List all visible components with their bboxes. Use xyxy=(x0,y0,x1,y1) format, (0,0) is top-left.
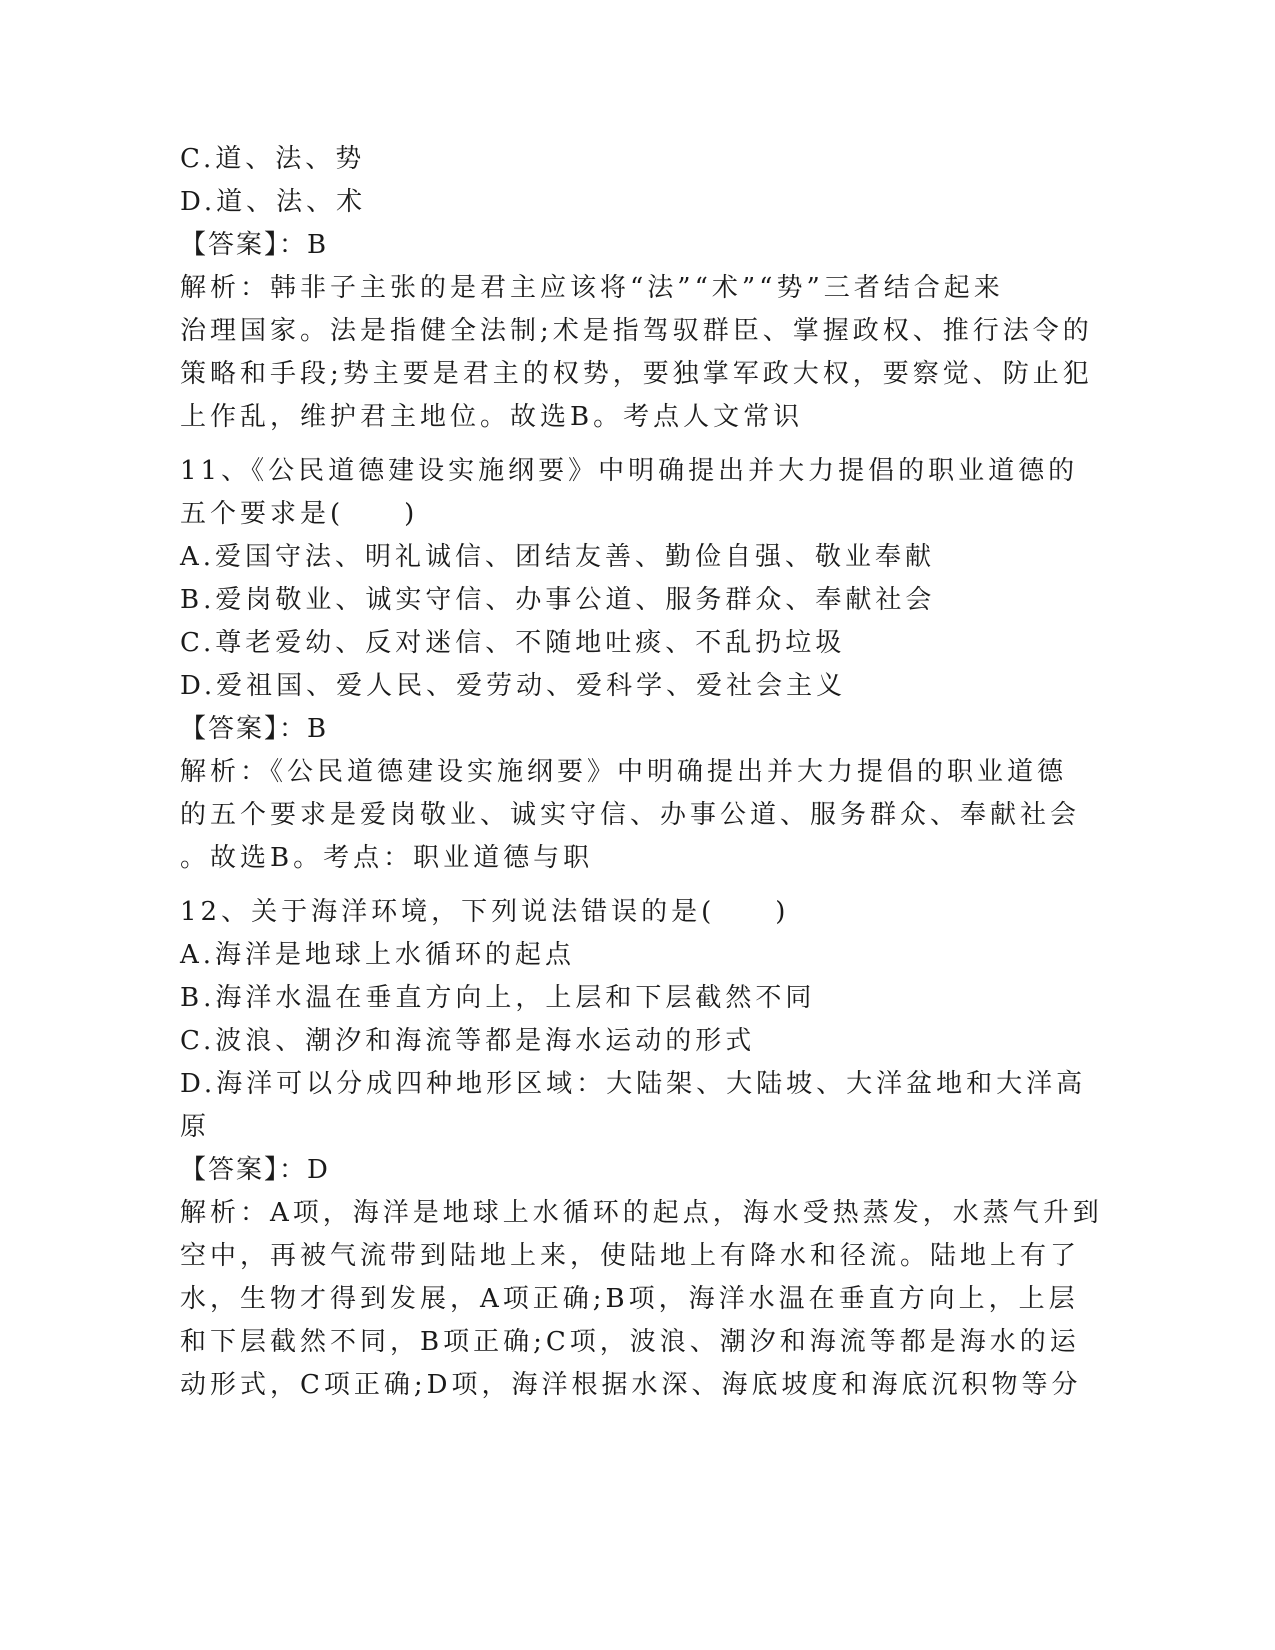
option-c: C.波浪、潮汐和海流等都是海水运动的形式 xyxy=(180,1026,756,1056)
document-page xyxy=(180,138,1103,1407)
option-c: C.尊老爱幼、反对迷信、不随地吐痰、不乱扔垃圾 xyxy=(180,628,846,658)
analysis-line: 解析：《公民道德建设实施纲要》中明确提出并大力提倡的职业道德 xyxy=(180,757,1068,787)
analysis-line: 治理国家。法是指健全法制;术是指驾驭群臣、掌握政权、推行法令的 xyxy=(180,316,1093,346)
analysis-line: 。故选B。考点：职业道德与职 xyxy=(180,843,594,873)
block-spacer xyxy=(180,880,1060,891)
analysis-line: 的五个要求是爱岗敬业、诚实守信、办事公道、服务群众、奉献社会 xyxy=(180,800,1081,830)
analysis-line: 解析：韩非子主张的是君主应该将“法”“术”“势”三者结合起来 xyxy=(180,273,1004,303)
question-10-continuation xyxy=(180,138,1093,439)
option-d: D.海洋可以分成四种地形区域：大陆架、大陆坡、大洋盆地和大洋高 xyxy=(180,1069,1087,1099)
option-b: B.海洋水温在垂直方向上，上层和下层截然不同 xyxy=(180,983,816,1013)
option-d-wrap: 原 xyxy=(180,1112,211,1142)
analysis-line: 和下层截然不同，B项正确;C项，波浪、潮汐和海流等都是海水的运 xyxy=(180,1327,1080,1357)
answer-line: 【答案】：D xyxy=(180,1155,330,1185)
question-11 xyxy=(180,450,1081,880)
analysis-line: 解析：A项，海洋是地球上水循环的起点，海水受热蒸发，水蒸气升到 xyxy=(180,1198,1103,1228)
question-12 xyxy=(180,891,1103,1407)
analysis-line: 空中，再被气流带到陆地上来，使陆地上有降水和径流。陆地上有了 xyxy=(180,1241,1081,1271)
question-text: 五个要求是( ) xyxy=(180,499,419,529)
option-d: D.道、法、术 xyxy=(180,187,367,217)
option-b: B.爱岗敬业、诚实守信、办事公道、服务群众、奉献社会 xyxy=(180,585,936,615)
option-a: A.海洋是地球上水循环的起点 xyxy=(180,940,576,970)
analysis-line: 策略和手段;势主要是君主的权势，要独掌军政大权，要察觉、防止犯 xyxy=(180,359,1093,389)
question-text: 11、《公民道德建设实施纲要》中明确提出并大力提倡的职业道德的 xyxy=(180,456,1079,486)
option-d: D.爱祖国、爱人民、爱劳动、爱科学、爱社会主义 xyxy=(180,671,847,701)
option-c: C.道、法、势 xyxy=(180,144,366,174)
answer-line: 【答案】：B xyxy=(180,714,329,744)
question-text: 12、关于海洋环境，下列说法错误的是( ) xyxy=(180,897,790,927)
answer-line: 【答案】：B xyxy=(180,230,329,260)
analysis-line: 上作乱，维护君主地位。故选B。考点人文常识 xyxy=(180,402,804,432)
analysis-line: 水，生物才得到发展，A项正确;B项，海洋水温在垂直方向上，上层 xyxy=(180,1284,1079,1314)
analysis-line: 动形式，C项正确;D项，海洋根据水深、海底坡度和海底沉积物等分 xyxy=(180,1370,1082,1400)
block-spacer xyxy=(180,439,1060,450)
option-a: A.爱国守法、明礼诚信、团结友善、勤俭自强、敬业奉献 xyxy=(180,542,936,572)
